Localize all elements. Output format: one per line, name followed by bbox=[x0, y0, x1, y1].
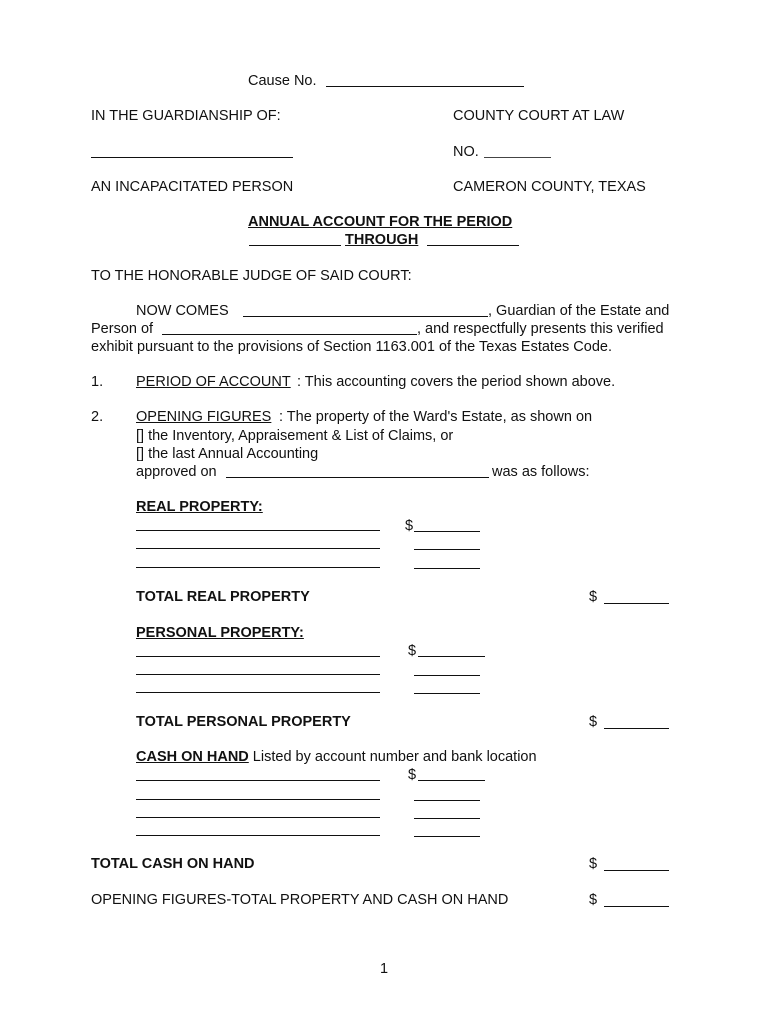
respectfully-text: , and respectfully presents this verified bbox=[417, 321, 664, 337]
court-number-field[interactable] bbox=[484, 157, 551, 158]
personal-property-item-2-field[interactable] bbox=[136, 674, 380, 675]
approved-on-label: approved on bbox=[136, 464, 217, 480]
total-real-property-field[interactable] bbox=[604, 603, 669, 604]
period-of-account-heading: PERIOD OF ACCOUNT bbox=[136, 374, 291, 390]
was-as-follows-text: was as follows: bbox=[492, 464, 590, 480]
period-start-field[interactable] bbox=[249, 245, 341, 246]
inventory-checkbox-option[interactable]: [] the Inventory, Appraisement & List of Claims, or bbox=[136, 428, 454, 444]
dollar-sign: $ bbox=[589, 856, 598, 872]
page-number: 1 bbox=[380, 961, 389, 977]
personal-property-item-3-field[interactable] bbox=[136, 692, 380, 693]
cash-amount-3-field[interactable] bbox=[414, 818, 480, 819]
period-of-account-text: : This accounting covers the period shown above. bbox=[297, 374, 616, 390]
personal-property-amount-3-field[interactable] bbox=[414, 693, 480, 694]
opening-figures-total-label: OPENING FIGURES-TOTAL PROPERTY AND CASH ON HAND bbox=[91, 892, 509, 908]
cash-on-hand-description: Listed by account number and bank location bbox=[248, 749, 537, 765]
person-of-label: Person of bbox=[91, 321, 154, 337]
cash-account-3-field[interactable] bbox=[136, 817, 380, 818]
dollar-sign: $ bbox=[589, 589, 598, 605]
personal-property-amount-1-field[interactable] bbox=[418, 656, 485, 657]
dollar-sign: $ bbox=[408, 643, 417, 659]
period-end-field[interactable] bbox=[427, 245, 519, 246]
document-title: ANNUAL ACCOUNT FOR THE PERIOD bbox=[248, 214, 513, 230]
approved-on-date-field[interactable] bbox=[226, 477, 489, 478]
no-label: NO. bbox=[453, 144, 479, 160]
item-2-number: 2. bbox=[91, 409, 104, 425]
cash-amount-2-field[interactable] bbox=[414, 800, 480, 801]
guardian-name-field[interactable] bbox=[243, 316, 488, 317]
opening-figures-total-field[interactable] bbox=[604, 906, 669, 907]
court-name: COUNTY COURT AT LAW bbox=[453, 108, 625, 124]
salutation: TO THE HONORABLE JUDGE OF SAID COURT: bbox=[91, 268, 412, 284]
exhibit-text: exhibit pursuant to the provisions of Section 1163.001 of the Texas Estates Code. bbox=[91, 339, 612, 355]
person-name-field[interactable] bbox=[162, 334, 417, 335]
annual-accounting-checkbox-option[interactable]: [] the last Annual Accounting bbox=[136, 446, 319, 462]
cash-amount-4-field[interactable] bbox=[414, 836, 480, 837]
through-label: THROUGH bbox=[345, 232, 419, 248]
opening-figures-text: : The property of the Ward's Estate, as shown on bbox=[279, 409, 593, 425]
real-property-amount-1-field[interactable] bbox=[414, 531, 480, 532]
cash-account-1-field[interactable] bbox=[136, 780, 380, 781]
personal-property-amount-2-field[interactable] bbox=[414, 675, 480, 676]
dollar-sign: $ bbox=[589, 892, 598, 908]
cash-amount-1-field[interactable] bbox=[418, 780, 485, 781]
guardian-of-text: , Guardian of the Estate and bbox=[488, 303, 670, 319]
real-property-heading: REAL PROPERTY: bbox=[136, 499, 263, 515]
real-property-item-1-field[interactable] bbox=[136, 530, 380, 531]
total-real-property-label: TOTAL REAL PROPERTY bbox=[136, 589, 310, 605]
now-comes-label: NOW COMES bbox=[136, 303, 229, 319]
total-personal-property-field[interactable] bbox=[604, 728, 669, 729]
cash-account-2-field[interactable] bbox=[136, 799, 380, 800]
dollar-sign: $ bbox=[589, 714, 598, 730]
item-1-number: 1. bbox=[91, 374, 104, 390]
dollar-sign: $ bbox=[408, 767, 417, 783]
total-cash-on-hand-label: TOTAL CASH ON HAND bbox=[91, 856, 255, 872]
real-property-item-2-field[interactable] bbox=[136, 548, 380, 549]
dollar-sign: $ bbox=[405, 518, 414, 534]
real-property-item-3-field[interactable] bbox=[136, 567, 380, 568]
real-property-amount-2-field[interactable] bbox=[414, 549, 480, 550]
personal-property-heading: PERSONAL PROPERTY: bbox=[136, 625, 304, 641]
cash-on-hand-heading: CASH ON HAND bbox=[136, 749, 249, 765]
cash-account-4-field[interactable] bbox=[136, 835, 380, 836]
cash-on-hand-heading-row bbox=[136, 748, 537, 766]
cause-no-label: Cause No. bbox=[248, 73, 317, 89]
total-personal-property-label: TOTAL PERSONAL PROPERTY bbox=[136, 714, 351, 730]
opening-figures-heading: OPENING FIGURES bbox=[136, 409, 272, 425]
real-property-amount-3-field[interactable] bbox=[414, 568, 480, 569]
cause-no-field[interactable] bbox=[326, 86, 524, 87]
total-cash-on-hand-field[interactable] bbox=[604, 870, 669, 871]
personal-property-item-1-field[interactable] bbox=[136, 656, 380, 657]
ward-name-field[interactable] bbox=[91, 157, 293, 158]
incapacitated-person-label: AN INCAPACITATED PERSON bbox=[91, 179, 294, 195]
guardianship-of-label: IN THE GUARDIANSHIP OF: bbox=[91, 108, 281, 124]
county-label: CAMERON COUNTY, TEXAS bbox=[453, 179, 646, 195]
